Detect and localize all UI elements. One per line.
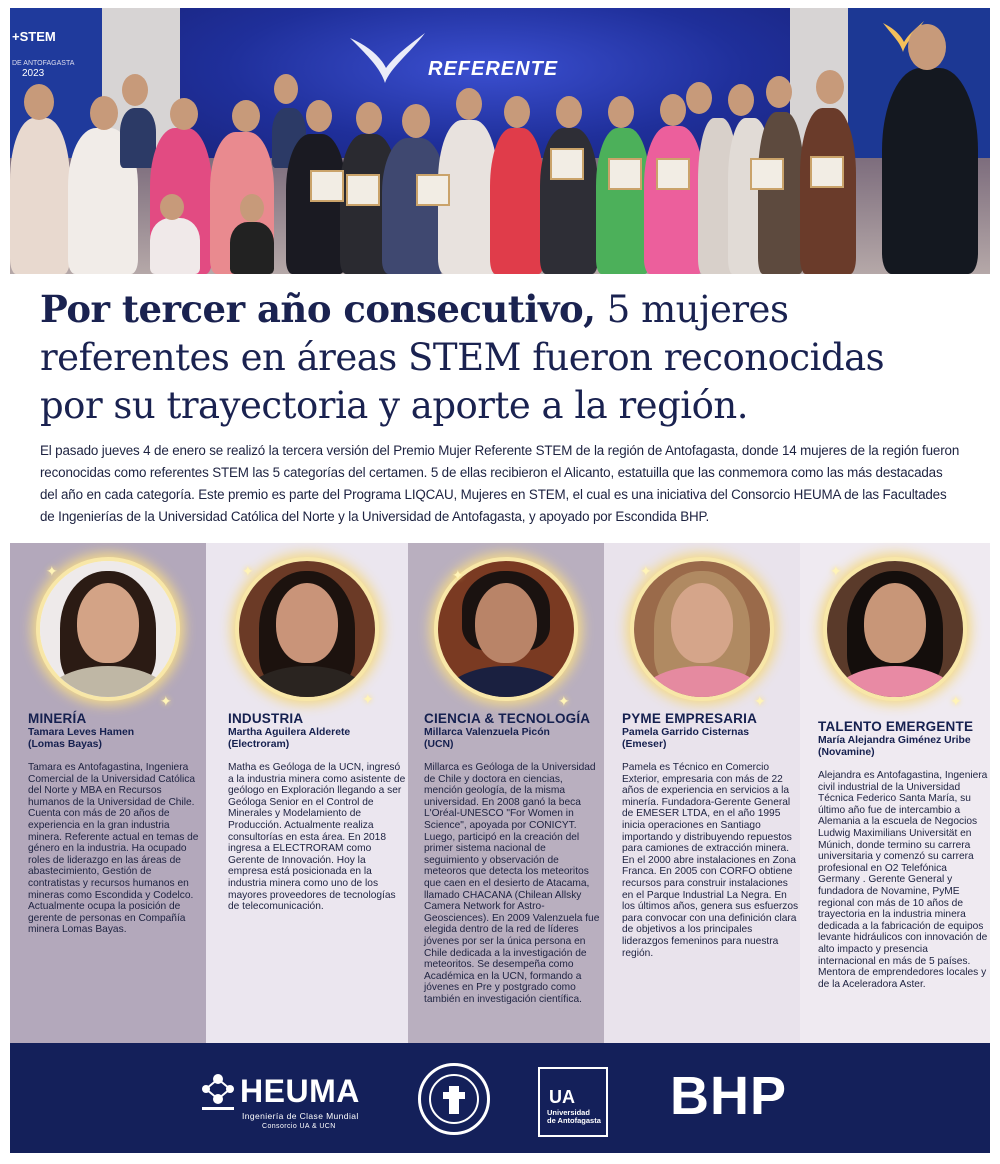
hero-photo: [10, 8, 990, 274]
profile-industria: [206, 543, 408, 1043]
sparkle-icon: ✦: [362, 691, 374, 707]
screen-left-title: +STEM: [12, 29, 56, 44]
intro-paragraph: El pasado jueves 4 de enero se realizó la tercera versión del Premio Mujer Referente STEM de la región de Antofagasta, donde 14 mujeres de la región fueron reconocidas como referentes STEM las 5 categorías del certamen. 5 de ellas recibieron el Alicanto, estatuilla que las conmemora como las más destacadas del año en cada categoría. Este premio es parte del Programa LIQCAU, Mujeres en STEM, el cual es una iniciativa del Consorcio HEUMA de las Facultades de Ingenierías de la Universidad Católica del Norte y la Universidad de Antofagasta, y apoyado por Escondida BHP.: [40, 443, 960, 524]
profile-name: María Alejandra Giménez Uribe: [818, 735, 971, 746]
profile-name: Pamela Garrido Cisternas: [622, 727, 750, 738]
sparkle-icon: ✦: [452, 567, 464, 583]
headline-bold: Por tercer año consecutivo,: [40, 287, 596, 331]
sparkle-icon: ✦: [160, 693, 172, 709]
screen-left-subtitle: DE ANTOFAGASTA: [12, 60, 75, 67]
headline: [40, 285, 940, 430]
sparkle-icon: ✦: [242, 563, 254, 579]
ua-logo-name: Universidad de Antofagasta: [547, 1108, 601, 1125]
heuma-consortium: Consorcio UA & UCN: [262, 1123, 336, 1130]
profile-photo: [823, 557, 967, 701]
sponsor-footer: [10, 1043, 990, 1153]
heuma-molecule-icon: [200, 1073, 236, 1113]
profile-mineria: [10, 543, 206, 1043]
ua-logo-letters: UA: [549, 1087, 575, 1107]
profile-category: PYME EMPRESARIA: [622, 711, 758, 726]
profile-name: Martha Aguilera Alderete: [228, 727, 351, 738]
heuma-wordmark: HEUMA: [240, 1073, 360, 1109]
alicanto-bird-icon: [340, 28, 430, 98]
profile-pyme-empresaria: [604, 543, 800, 1043]
profile-description: Alejandra es Antofagastina, Ingeniera civil industrial de la Universidad Técnica Federico Santa María, su último año fue de intercambio a Alemania a la escuela de Negocios Ludwig Maximilians Universität en Múnich, donde termino su carrera universitaria y comenzó su carrera profesional en O2 Telefónica Germany . Gerente General y fundadora de Novamine, PyME regional con más de 10 años de trayectoria en la industria minera dedicada a la fabricación de equipos levante hidráulicos con innovación de alto impacto y presencia internacional en más de 5 países. Mentora de emprendedores locales y de la Aceleradora Aster.: [818, 770, 988, 990]
stage-logo-text: REFERENTE: [428, 58, 559, 80]
profile-description: Millarca es Geóloga de la Universidad de Chile y doctora en ciencias, mención geología, de la misma universidad. En 2008 ganó la beca L'Oréal-UNESCO "For Women in Science", apoyada por CONICYT. Luego, participó en la creación del primer sistema nacional de seguimiento y observación de meteoros que detecta los meteoritos que caen en el desierto de Atacama, llamado CHACANA (Chilean Allsky Camera Network for Astro-Geosciences). En 2009 Valenzuela fue elegida dentro de la red de líderes jóvenes por ser la única persona en Chile dedicada a la investigación de meteoritos. Se desempeña como Académica en la UCN, formando a jóvenes en Pre y postgrado como también en investigación científica.: [424, 762, 600, 1005]
profile-category: INDUSTRIA: [228, 711, 304, 726]
profile-talento-emergente: [800, 543, 990, 1043]
profile-ciencia-tecnologia: [408, 543, 604, 1043]
sparkle-icon: ✦: [46, 563, 58, 579]
profiles-section: [10, 543, 990, 1043]
profile-org: (Novamine): [818, 747, 875, 758]
profile-name: Millarca Valenzuela Picón: [424, 727, 550, 738]
sparkle-icon: ✦: [950, 693, 962, 709]
profile-description: Matha es Geóloga de la UCN, ingresó a la industria minera como asistente de geólogo en Exploración llegando a ser Geóloga Senior en el Control de Minerales y Modelamiento de Producción. Actualmente realiza consultorías en esta área. En 2018 ingresa a ELECTRORAM como Gerente de Innovación. Hoy la empresa está posicionada en la industria minera como uno de los mayores proveedores de tecnologías de telecomunicación.: [228, 762, 406, 913]
profile-category: TALENTO EMERGENTE: [818, 719, 974, 734]
sparkle-icon: ✦: [830, 563, 842, 579]
ucn-seal-icon: [418, 1063, 490, 1135]
headline-regular: 5 mujeres referentes en áreas STEM fueron reconocidas por su trayectoria y aporte a la región.: [40, 288, 885, 427]
ua-logo: [538, 1067, 608, 1137]
profile-description: Tamara es Antofagastina, Ingeniera Comercial de la Universidad Católica del Norte y MBA en Recursos humanos de la Universidad de Chile. Cuenta con más de 20 años de experiencia en la gran industria minera. Referente actual en temas de género en la industria. Ha ocupado roles de liderazgo en las áreas de abastecimiento, Gestión de contratistas y recursos humanos en mineras como Escondida y Codelco. Actualmente ocupa la posición de gerente de personas en Compañía minera Lomas Bayas.: [28, 762, 199, 936]
profile-org: (Electroram): [228, 739, 290, 750]
sparkle-icon: ✦: [640, 563, 652, 579]
heuma-tagline: Ingeniería de Clase Mundial: [242, 1111, 359, 1121]
screen-left-year: 2023: [22, 68, 45, 79]
profile-org: (UCN): [424, 739, 454, 750]
profile-org: (Emeser): [622, 739, 667, 750]
profile-org: (Lomas Bayas): [28, 739, 102, 750]
bhp-logo: BHP: [670, 1066, 788, 1126]
profile-category: MINERÍA: [28, 711, 87, 726]
sparkle-icon: ✦: [558, 693, 570, 709]
profile-description: Pamela es Técnico en Comercio Exterior, empresaria con más de 22 años de experiencia en servicios a la minería. Fundadora-Gerente General de EMESER LTDA, en el año 1995 inicia operaciones en Santiago importando y distribuyendo repuestos para camiones de extracción minera. En el 2000 abre instalaciones en Zona Franca. En 2005 con CORFO obtiene recursos para construir instalaciones en el Parque Industrial La Negra. En los últimos años, genera sus esfuerzos para convocar con una definición clara de objetivos a los principales liderazgos femeninos para nuestra región.: [622, 762, 799, 959]
profile-category: CIENCIA & TECNOLOGÍA: [424, 711, 591, 726]
sparkle-icon: ✦: [754, 693, 766, 709]
profile-name: Tamara Leves Hamen: [28, 727, 135, 738]
profile-photo: [235, 557, 379, 701]
